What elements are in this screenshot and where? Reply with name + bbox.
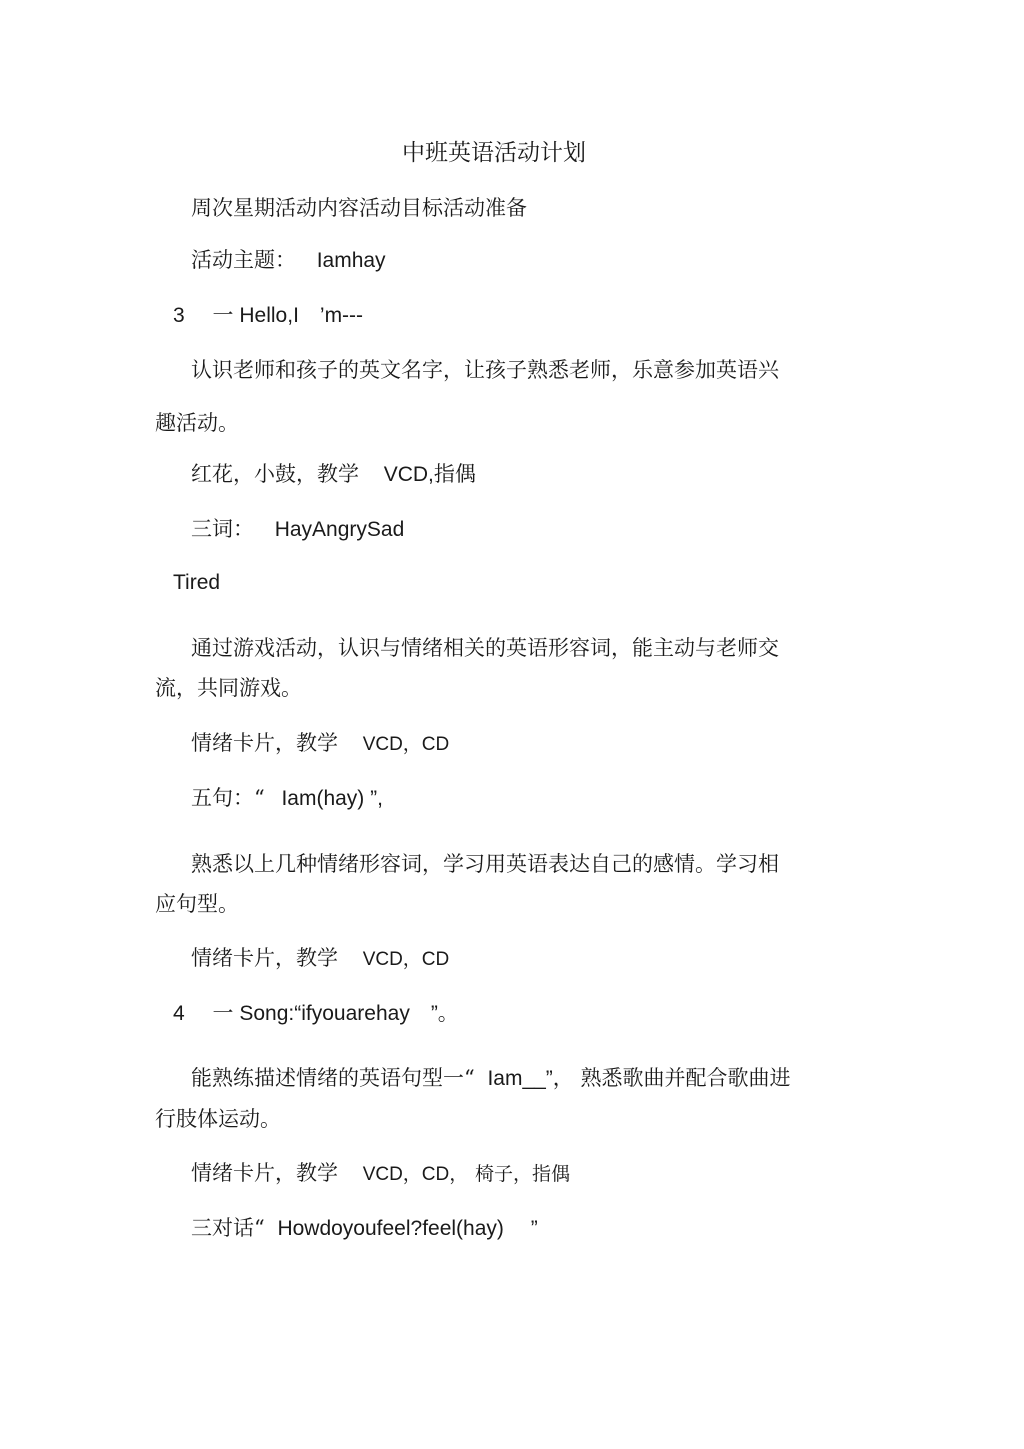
week3-prep <box>191 460 476 489</box>
sentence-prep <box>191 944 449 974</box>
words-prep <box>191 729 449 759</box>
words-goal-line2: 流，共同游戏。 <box>155 676 302 700</box>
dialogue-label: 三对话“ <box>191 1216 265 1240</box>
theme-label: 活动主题： <box>191 248 296 272</box>
words-line <box>191 515 404 544</box>
words-label: 三词： <box>191 517 254 541</box>
sentence-goal-line1: 熟悉以上几种情绪形容词，学习用英语表达自己的感情。学习相 <box>191 852 779 876</box>
words-goal-line1: 通过游戏活动，认识与情绪相关的英语形容词，能主动与老师交 <box>191 636 779 660</box>
week4-goal-cn: 能熟练描述情绪的英语句型一“ <box>191 1066 475 1090</box>
table-header-row: 周次星期活动内容活动目标活动准备 <box>191 196 527 220</box>
week3-goal-line2: 趣活动。 <box>155 411 239 435</box>
sentence-goal-line2: 应句型。 <box>155 892 239 916</box>
sentence-line <box>191 784 383 813</box>
theme-value: Iamhay <box>316 249 386 272</box>
week3-prep-en: VCD,指偶 <box>383 463 476 486</box>
week4-prep-cn: 情绪卡片，教学 <box>191 1161 338 1185</box>
dialogue-value: Howdoyoufeel?feel(hay) ” <box>277 1217 538 1240</box>
sentence-value: Iam(hay) ”, <box>281 787 383 810</box>
sentence-prep-cn: 情绪卡片，教学 <box>191 946 338 970</box>
week4-prep <box>191 1159 570 1189</box>
words-prep-en: VCD，CD <box>362 734 450 755</box>
week3-dash: 一 <box>212 303 234 327</box>
week3-row <box>173 301 363 330</box>
week3-number: 3 <box>173 304 185 327</box>
week4-goal-cn2: 熟悉歌曲并配合歌曲进 <box>580 1066 791 1090</box>
sentence-label: 五句：“ <box>191 786 265 810</box>
week3-prep-cn: 红花，小鼓，教学 <box>191 462 359 486</box>
words-value: HayAngrySad <box>274 518 405 541</box>
week4-row <box>173 999 459 1028</box>
dialogue-line <box>191 1214 538 1243</box>
week4-goal-line2: 行肢体运动。 <box>155 1107 281 1131</box>
week4-song: Song:“ifyouarehay ”。 <box>239 1002 459 1025</box>
week4-prep-cn2: 椅子，指偶 <box>474 1163 570 1185</box>
week4-goal-en: Iam__”， <box>487 1067 574 1090</box>
words-prep-cn: 情绪卡片，教学 <box>191 731 338 755</box>
week3-content: Hello,I ’m--- <box>239 304 364 327</box>
week3-goal-line1: 认识老师和孩子的英文名字，让孩子熟悉老师，乐意参加英语兴 <box>191 358 779 382</box>
page-title: 中班英语活动计划 <box>402 140 586 166</box>
sentence-prep-en: VCD，CD <box>362 949 450 970</box>
week4-goal-line1 <box>191 1064 790 1093</box>
theme-line <box>191 246 386 275</box>
week4-number: 4 <box>173 1002 185 1025</box>
week4-prep-en: VCD，CD， <box>362 1164 469 1185</box>
week4-dash: 一 <box>212 1001 234 1025</box>
words-extra: Tired <box>173 571 221 594</box>
